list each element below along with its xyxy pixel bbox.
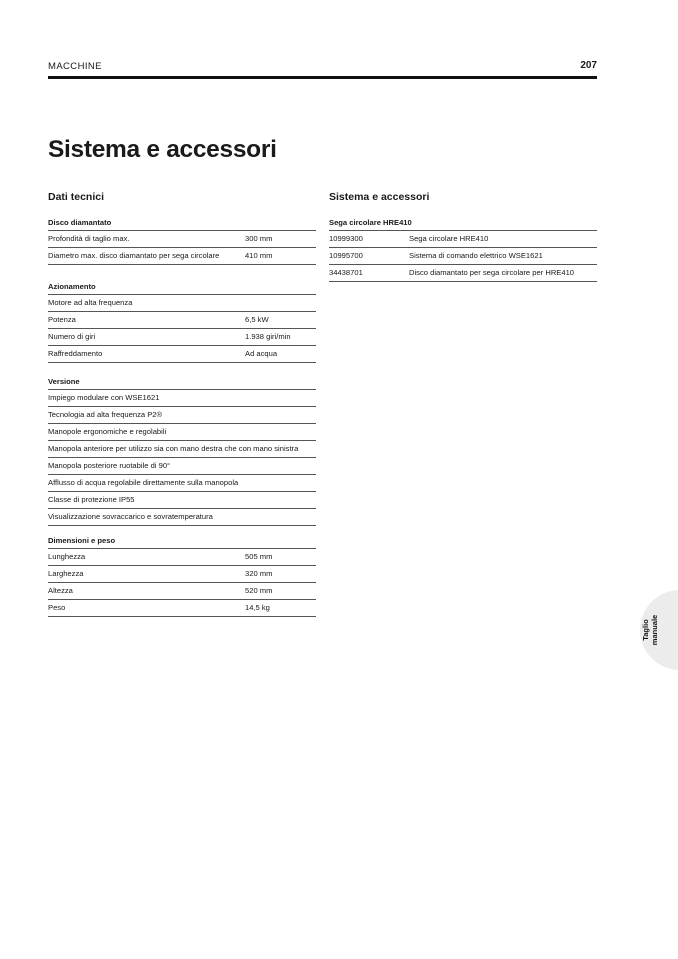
group-heading: Dimensioni e peso [48, 534, 316, 549]
table-row [48, 295, 316, 312]
row-label: Profondità di taglio max. [48, 234, 130, 243]
row-label: Altezza [48, 586, 73, 595]
row-label: Tecnologia ad alta frequenza P2® [48, 410, 163, 419]
row-label: Visualizzazione sovraccarico e sovratemperatura [48, 512, 213, 521]
page-title: Sistema e accessori [48, 136, 277, 163]
row-value: 520 mm [245, 586, 273, 595]
row-value: 14,5 kg [245, 603, 270, 612]
table-row [48, 549, 316, 566]
row-value: Sega circolare HRE410 [409, 234, 489, 243]
row-label: Larghezza [48, 569, 84, 578]
row-label: Diametro max. disco diamantato per sega circolare [48, 251, 220, 260]
table-group [48, 280, 316, 363]
table-row [48, 248, 316, 265]
table-row [329, 248, 597, 265]
row-label: Manopole ergonomiche e regolabili [48, 427, 167, 436]
row-value: 410 mm [245, 251, 273, 260]
table-row [48, 566, 316, 583]
row-label: 10999300 [329, 234, 363, 243]
group-heading: Sega circolare HRE410 [329, 216, 597, 231]
table-group [329, 216, 597, 282]
chapter-tab-line2: manuale [650, 614, 659, 646]
table-row [48, 407, 316, 424]
table-row [48, 312, 316, 329]
chapter-tab-line1: Taglio [641, 619, 650, 641]
row-label: Numero di giri [48, 332, 96, 341]
row-label: Motore ad alta frequenza [48, 298, 133, 307]
page-header [48, 61, 597, 77]
row-label: 34438701 [329, 268, 363, 277]
table-row [48, 492, 316, 509]
row-value: Disco diamantato per sega circolare per HRE410 [409, 268, 575, 277]
group-heading: Versione [48, 375, 316, 390]
row-label: Classe di protezione IP55 [48, 495, 135, 504]
table-row [48, 458, 316, 475]
table-group [48, 216, 316, 265]
row-label: Manopola anteriore per utilizzo sia con mano destra che con mano sinistra [48, 444, 299, 453]
row-label: Afflusso di acqua regolabile direttamente sulla manopola [48, 478, 239, 487]
row-label: Potenza [48, 315, 76, 324]
section-label: MACCHINE [48, 61, 102, 72]
page-number: 207 [580, 60, 597, 71]
row-label: Impiego modulare con WSE1621 [48, 393, 160, 402]
row-value: 6,5 kW [245, 315, 269, 324]
table-row [48, 390, 316, 407]
row-label: Raffreddamento [48, 349, 103, 358]
row-label: Peso [48, 603, 66, 612]
table-group [48, 534, 316, 617]
chapter-tab-label [641, 610, 659, 650]
table-row [48, 509, 316, 526]
system-accessories-title: Sistema e accessori [329, 191, 430, 203]
row-value: Ad acqua [245, 349, 278, 358]
row-label: Manopola posteriore ruotabile di 90° [48, 461, 171, 470]
table-row [48, 475, 316, 492]
table-row [48, 583, 316, 600]
table-row [329, 231, 597, 248]
row-value: 320 mm [245, 569, 273, 578]
row-label: Lunghezza [48, 552, 86, 561]
technical-data-title: Dati tecnici [48, 191, 105, 203]
header-rule [48, 76, 597, 79]
row-value: 1.938 giri/min [245, 332, 291, 341]
table-group [48, 375, 316, 526]
row-value: 505 mm [245, 552, 273, 561]
group-heading: Disco diamantato [48, 216, 316, 231]
row-label: 10995700 [329, 251, 363, 260]
row-value: 300 mm [245, 234, 273, 243]
table-row [48, 231, 316, 248]
table-row [48, 600, 316, 617]
table-row [48, 346, 316, 363]
table-row [48, 424, 316, 441]
group-heading: Azionamento [48, 280, 316, 295]
table-row [329, 265, 597, 282]
row-value: Sistema di comando elettrico WSE1621 [409, 251, 543, 260]
table-row [48, 329, 316, 346]
table-row [48, 441, 316, 458]
